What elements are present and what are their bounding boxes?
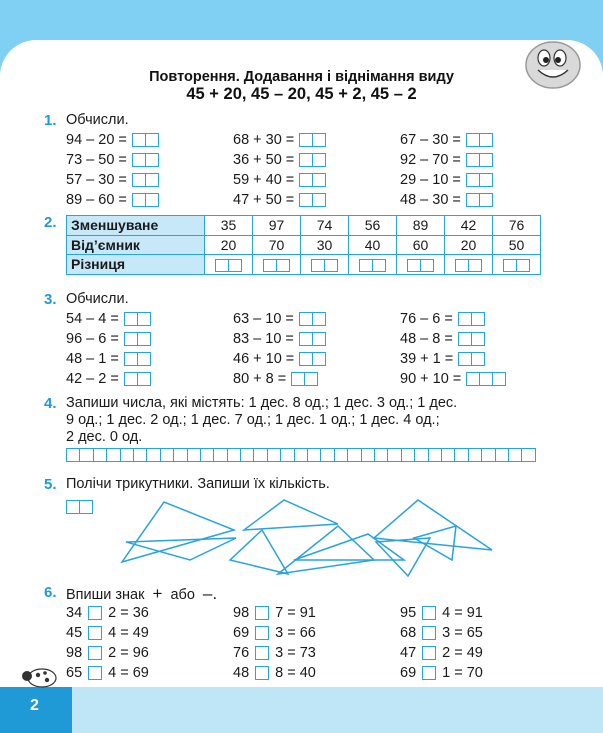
sign-box[interactable] [422,606,436,620]
exercise-expression: 47 + 50 = [233,191,295,208]
exercise-item [66,349,151,368]
answer-boxes [263,259,290,272]
task2-number: 2. [44,214,57,231]
answer-box[interactable] [254,448,267,462]
answer-boxes [124,372,151,386]
answer-box[interactable] [229,259,242,272]
answer-box[interactable] [480,193,493,207]
table-cell: 30 [301,235,349,255]
answer-boxes [215,259,242,272]
answer-box[interactable] [496,448,509,462]
sign-box[interactable] [422,626,436,640]
answer-box[interactable] [299,312,313,326]
equation-rest: 3 = 65 [442,624,483,641]
sign-exercise [400,623,483,642]
sign-exercise [66,603,149,622]
answer-box[interactable] [277,259,290,272]
answer-boxes [299,352,326,366]
exercise-expression: 29 – 10 = [400,171,461,188]
instruction-or: або [170,587,195,603]
answer-box[interactable] [466,173,480,187]
first-operand: 69 [400,664,417,681]
first-operand: 69 [233,624,250,641]
exercise-expression: 48 – 1 = [66,350,119,367]
sign-box[interactable] [422,666,436,680]
answer-box[interactable] [174,448,187,462]
answer-box[interactable] [359,259,373,272]
answer-box[interactable] [335,448,348,462]
exercise-expression: 73 – 50 = [66,151,127,168]
exercise-expression: 54 – 4 = [66,310,119,327]
exercise-expression: 39 + 1 = [400,350,454,367]
task5-instruction: Полічи трикутники. Запиши їх кількість. [66,476,330,492]
exercise-expression: 36 + 50 = [233,151,295,168]
answer-box[interactable] [268,448,281,462]
exercise-item [400,190,493,209]
answer-box[interactable] [482,448,495,462]
answer-boxes [466,372,506,386]
sign-box[interactable] [255,646,269,660]
answer-box[interactable] [146,193,159,207]
answer-box[interactable] [415,448,428,462]
sign-exercise [66,643,149,662]
minus-sign: –. [202,584,218,603]
answer-box[interactable] [66,448,80,462]
sign-exercise [400,643,483,662]
task4-number: 4. [44,395,57,412]
answer-boxes [407,259,434,272]
answer-box[interactable] [214,448,227,462]
answer-box[interactable] [299,173,313,187]
answer-box[interactable] [458,332,472,346]
answer-box[interactable] [138,372,151,386]
answer-box[interactable] [94,448,107,462]
answer-box[interactable] [429,448,442,462]
exercise-item [66,369,151,388]
table-cell: 40 [349,235,397,255]
equation-rest: 7 = 91 [275,604,316,621]
sign-box[interactable] [255,626,269,640]
answer-box[interactable] [263,259,277,272]
answer-box[interactable] [107,448,120,462]
answer-box[interactable] [132,133,146,147]
answer-box[interactable] [421,259,434,272]
equation-rest: 3 = 73 [275,644,316,661]
exercise-expression: 42 – 2 = [66,370,119,387]
row-label-subtrahend: Від’ємник [67,235,205,255]
ladybug-icon [20,664,60,688]
answer-box[interactable] [348,448,361,462]
first-operand: 48 [233,664,250,681]
answer-box[interactable] [299,153,313,167]
page-title: Повторення. Додавання і віднімання виду [149,69,454,85]
exercise-expression: 89 – 60 = [66,191,127,208]
equation-rest: 2 = 36 [108,604,149,621]
sign-exercise [233,663,316,682]
answer-boxes [132,173,159,187]
answer-box[interactable] [458,312,472,326]
exercise-item [66,170,159,189]
equation-rest: 4 = 91 [442,604,483,621]
exercise-expression: 48 – 8 = [400,330,453,347]
answer-boxes [132,153,159,167]
answer-box[interactable] [493,372,506,386]
first-operand: 98 [66,644,83,661]
table-cell: 35 [205,216,253,236]
answer-box[interactable] [132,173,146,187]
table-cell: 60 [397,235,445,255]
task5-answer-boxes [66,500,93,514]
answer-box[interactable] [134,448,147,462]
answer-box[interactable] [472,332,485,346]
sign-box[interactable] [88,646,102,660]
exercise-item [66,329,151,348]
row-label-minuend: Зменшуване [67,216,205,236]
sign-box[interactable] [255,666,269,680]
exercise-item [233,309,326,328]
answer-box[interactable] [321,448,334,462]
answer-box[interactable] [138,312,151,326]
answer-boxes [299,332,326,346]
answer-boxes [503,259,530,272]
table-cell: 89 [397,216,445,236]
answer-box[interactable] [295,448,308,462]
instruction-text: Впиши знак [66,587,145,603]
difference-cell [205,255,253,275]
answer-box[interactable] [121,448,134,462]
answer-box[interactable] [466,372,480,386]
answer-box[interactable] [472,312,485,326]
answer-box[interactable] [313,332,326,346]
exercise-expression: 96 – 6 = [66,330,119,347]
answer-box[interactable] [373,259,386,272]
answer-box[interactable] [388,448,401,462]
task4-text-line1: Запиши числа, які містять: 1 дес. 8 од.; 1 дес. 3 од.; 1 дес. [66,395,458,411]
answer-box[interactable] [517,259,530,272]
equation-rest: 4 = 49 [108,624,149,641]
answer-box[interactable] [480,372,493,386]
answer-box[interactable] [458,352,472,366]
table-row [67,235,541,255]
answer-box[interactable] [313,312,326,326]
exercise-item [233,329,326,348]
answer-boxes [299,173,326,187]
exercise-expression: 90 + 10 = [400,370,462,387]
table-cell: 20 [205,235,253,255]
subtraction-table [66,215,541,275]
answer-box[interactable] [313,133,326,147]
first-operand: 98 [233,604,250,621]
answer-boxes [466,133,493,147]
answer-boxes [124,332,151,346]
first-operand: 95 [400,604,417,621]
answer-box[interactable] [241,448,254,462]
table-cell: 56 [349,216,397,236]
exercise-item [233,369,318,388]
answer-box[interactable] [124,312,138,326]
exercise-expression: 92 – 70 = [400,151,461,168]
answer-boxes [311,259,338,272]
answer-box[interactable] [138,332,151,346]
first-operand: 34 [66,604,83,621]
exercise-expression: 59 + 40 = [233,171,295,188]
answer-box[interactable] [362,448,375,462]
answer-box[interactable] [480,173,493,187]
answer-box[interactable] [291,372,305,386]
first-operand: 68 [400,624,417,641]
answer-box[interactable] [132,193,146,207]
exercise-expression: 76 – 6 = [400,310,453,327]
task5-number: 5. [44,476,57,493]
difference-cell [253,255,301,275]
sign-exercise [400,663,483,682]
row-label-difference: Різниця [67,255,205,275]
exercise-expression: 80 + 8 = [233,370,287,387]
difference-cell [349,255,397,275]
table-cell: 76 [493,216,541,236]
answer-box[interactable] [138,352,151,366]
table-cell: 97 [253,216,301,236]
answer-strip [66,448,536,462]
exercise-item [400,329,485,348]
equation-rest: 3 = 66 [275,624,316,641]
answer-box[interactable] [188,448,201,462]
answer-box[interactable] [455,259,469,272]
exercise-item [400,309,485,328]
answer-box[interactable] [407,259,421,272]
answer-boxes [466,173,493,187]
table-cell: 20 [445,235,493,255]
answer-box[interactable] [480,153,493,167]
difference-cell [445,255,493,275]
equation-rest: 2 = 96 [108,644,149,661]
sign-exercise [66,623,149,642]
answer-box[interactable] [469,259,482,272]
answer-boxes [299,312,326,326]
sign-box[interactable] [88,606,102,620]
task3-number: 3. [44,291,57,308]
answer-box[interactable] [308,448,321,462]
answer-boxes [466,153,493,167]
exercise-item [400,130,493,149]
exercise-expression: 63 – 10 = [233,310,294,327]
sign-exercise [66,663,149,682]
task1-number: 1. [44,112,57,129]
answer-box[interactable] [325,259,338,272]
exercise-expression: 57 – 30 = [66,171,127,188]
triangles-figure [112,494,497,578]
answer-box[interactable] [228,448,241,462]
exercise-item [400,369,506,388]
first-operand: 65 [66,664,83,681]
table-row [67,216,541,236]
task6-number: 6. [44,584,57,601]
task3-instruction: Обчисли. [66,291,129,307]
answer-box[interactable] [503,259,517,272]
footer-band [72,687,603,733]
answer-box[interactable] [522,448,535,462]
answer-box[interactable] [80,448,93,462]
answer-box[interactable] [509,448,522,462]
exercise-item [66,150,159,169]
answer-box[interactable] [161,448,174,462]
answer-box[interactable] [455,448,468,462]
answer-box[interactable] [313,193,326,207]
difference-cell [301,255,349,275]
answer-boxes [466,193,493,207]
difference-cell [493,255,541,275]
answer-boxes [455,259,482,272]
sign-box[interactable] [422,646,436,660]
exercise-expression: 67 – 30 = [400,131,461,148]
exercise-expression: 94 – 20 = [66,131,127,148]
exercise-item [66,190,159,209]
answer-boxes [299,153,326,167]
answer-box[interactable] [281,448,294,462]
exercise-item [233,130,326,149]
answer-box[interactable] [147,448,160,462]
answer-box[interactable] [313,153,326,167]
answer-box[interactable] [80,500,93,514]
exercise-expression: 68 + 30 = [233,131,295,148]
page-subtitle: 45 + 20, 45 – 20, 45 + 2, 45 – 2 [186,85,417,103]
answer-box[interactable] [299,133,313,147]
answer-box[interactable] [201,448,214,462]
sign-exercise [233,643,316,662]
sign-exercise [400,603,483,622]
table-row [67,255,541,275]
answer-boxes [458,352,485,366]
exercise-item [400,349,485,368]
task4-text-line3: 2 дес. 0 од. [66,429,143,445]
answer-box[interactable] [124,352,138,366]
sign-box[interactable] [255,606,269,620]
answer-box[interactable] [442,448,455,462]
answer-box[interactable] [66,500,80,514]
sign-box[interactable] [88,626,102,640]
answer-boxes [458,332,485,346]
answer-box[interactable] [146,173,159,187]
equation-rest: 4 = 69 [108,664,149,681]
answer-box[interactable] [469,448,482,462]
answer-box[interactable] [299,332,313,346]
first-operand: 76 [233,644,250,661]
exercise-expression: 48 – 30 = [400,191,461,208]
difference-cell [397,255,445,275]
answer-boxes [124,312,151,326]
first-operand: 47 [400,644,417,661]
exercise-item [400,170,493,189]
exercise-item [66,309,151,328]
answer-box[interactable] [313,173,326,187]
answer-box[interactable] [132,153,146,167]
answer-box[interactable] [146,153,159,167]
answer-boxes [132,193,159,207]
answer-box[interactable] [402,448,415,462]
exercise-expression: 83 – 10 = [233,330,294,347]
answer-boxes [299,133,326,147]
answer-boxes [359,259,386,272]
answer-box[interactable] [305,372,318,386]
table-cell: 70 [253,235,301,255]
sign-exercise [233,623,316,642]
answer-box[interactable] [215,259,229,272]
answer-box[interactable] [313,352,326,366]
exercise-item [233,349,326,368]
answer-boxes [132,133,159,147]
answer-boxes [299,193,326,207]
page-number: 2 [30,697,39,714]
table-cell: 50 [493,235,541,255]
task4-text-line2: 9 од.; 1 дес. 2 од.; 1 дес. 7 од.; 1 дес. 1 од.; 1 дес. 4 од.; [66,412,440,428]
answer-box[interactable] [124,332,138,346]
answer-box[interactable] [480,133,493,147]
task1-instruction: Обчисли. [66,112,129,128]
equation-rest: 8 = 40 [275,664,316,681]
table-cell: 74 [301,216,349,236]
sign-box[interactable] [88,666,102,680]
exercise-expression: 46 + 10 = [233,350,295,367]
table-cell: 42 [445,216,493,236]
answer-box[interactable] [299,193,313,207]
answer-box[interactable] [124,372,138,386]
sign-exercise [233,603,316,622]
answer-boxes [124,352,151,366]
answer-box[interactable] [375,448,388,462]
answer-box[interactable] [466,153,480,167]
first-operand: 45 [66,624,83,641]
equation-rest: 1 = 70 [442,664,483,681]
exercise-item [66,130,159,149]
answer-boxes [291,372,318,386]
exercise-item [233,170,326,189]
answer-boxes [458,312,485,326]
exercise-item [400,150,493,169]
exercise-item [233,190,326,209]
answer-box[interactable] [299,352,313,366]
task6-instruction [66,584,217,604]
answer-box[interactable] [466,133,480,147]
answer-box[interactable] [146,133,159,147]
answer-box[interactable] [311,259,325,272]
answer-box[interactable] [466,193,480,207]
equation-rest: 2 = 49 [442,644,483,661]
answer-box[interactable] [472,352,485,366]
exercise-item [233,150,326,169]
plus-sign: + [152,584,163,603]
